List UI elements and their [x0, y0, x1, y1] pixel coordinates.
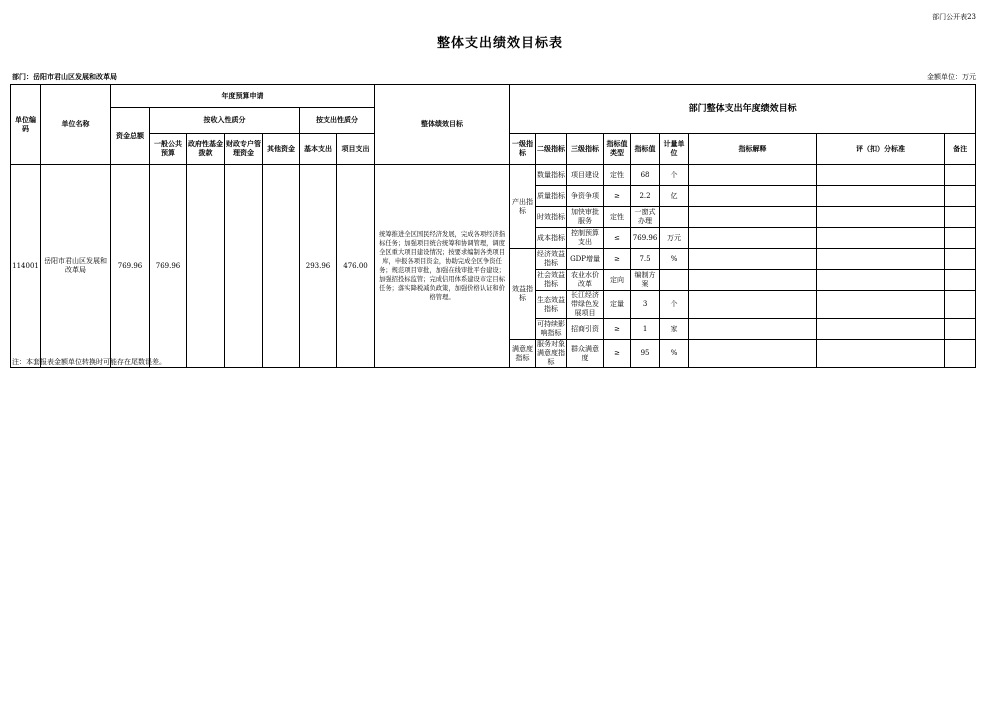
- level2-indicator-cell: 数量指标: [536, 165, 567, 186]
- measure-unit-cell: 亿: [660, 186, 689, 207]
- level3-indicator-cell: 农业水价改革: [567, 270, 604, 291]
- value-type-cell: 定性: [604, 207, 631, 228]
- value-type-cell: 定量: [604, 291, 631, 319]
- indicator-value-cell: 一窗式办理: [631, 207, 660, 228]
- remark-cell: [945, 249, 976, 270]
- unit-code-cell: 114001: [11, 165, 41, 368]
- explanation-cell: [689, 270, 817, 291]
- level3-indicator-cell: 招商引资: [567, 319, 604, 340]
- unit-name-cell: 岳阳市君山区发展和改革局: [41, 165, 111, 368]
- indicator-value-cell: 2.2: [631, 186, 660, 207]
- level3-indicator-cell: 争资争项: [567, 186, 604, 207]
- level2-indicator-cell: 成本指标: [536, 228, 567, 249]
- performance-target-table: [10, 84, 976, 368]
- scoring-cell: [817, 186, 945, 207]
- indicator-value-cell: 1: [631, 319, 660, 340]
- scoring-cell: [817, 228, 945, 249]
- indicator-value-cell: 3: [631, 291, 660, 319]
- value-type-cell: ≤: [604, 228, 631, 249]
- scoring-cell: [817, 319, 945, 340]
- indicator-value-cell: 7.5: [631, 249, 660, 270]
- gov-fund-cell: [187, 165, 225, 368]
- remark-cell: [945, 165, 976, 186]
- remark-cell: [945, 228, 976, 249]
- indicator-value-cell: 编制方案: [631, 270, 660, 291]
- measure-unit-cell: 个: [660, 291, 689, 319]
- header-level3: 三级指标: [567, 134, 604, 165]
- header-value-type: 指标值类型: [604, 134, 631, 165]
- scoring-cell: [817, 340, 945, 368]
- level2-indicator-cell: 经济效益指标: [536, 249, 567, 270]
- indicator-value-cell: 68: [631, 165, 660, 186]
- level3-indicator-cell: 项目建设: [567, 165, 604, 186]
- header-level1: 一级指标: [510, 134, 536, 165]
- level2-indicator-cell: 社会效益指标: [536, 270, 567, 291]
- level3-indicator-cell: 长江经济带绿色发展项目: [567, 291, 604, 319]
- explanation-cell: [689, 228, 817, 249]
- level2-indicator-cell: 质量指标: [536, 186, 567, 207]
- table-number-label: 部门公开表23: [932, 13, 976, 21]
- value-type-cell: ≥: [604, 340, 631, 368]
- department-label: 部门：岳阳市君山区发展和改革局: [12, 72, 117, 81]
- explanation-cell: [689, 186, 817, 207]
- level1-indicator-cell: 效益指标: [510, 249, 536, 340]
- explanation-cell: [689, 291, 817, 319]
- scoring-cell: [817, 270, 945, 291]
- scoring-cell: [817, 165, 945, 186]
- measure-unit-cell: %: [660, 340, 689, 368]
- value-type-cell: ≥: [604, 319, 631, 340]
- scoring-cell: [817, 249, 945, 270]
- header-remark: 备注: [945, 134, 976, 165]
- indicator-value-cell: 95: [631, 340, 660, 368]
- level1-indicator-cell: 产出指标: [510, 165, 536, 249]
- measure-unit-cell: 个: [660, 165, 689, 186]
- measure-unit-cell: %: [660, 249, 689, 270]
- value-type-cell: ≥: [604, 186, 631, 207]
- header-basic-expense: 基本支出: [300, 134, 337, 165]
- page-title: 整体支出绩效目标表: [436, 36, 563, 51]
- level2-indicator-cell: 生态效益指标: [536, 291, 567, 319]
- other-fund-cell: [263, 165, 300, 368]
- header-unit-code: 单位编码: [11, 85, 41, 165]
- header-unit-name: 单位名称: [41, 85, 111, 165]
- level3-indicator-cell: 加快审批服务: [567, 207, 604, 228]
- value-type-cell: 定性: [604, 165, 631, 186]
- level1-indicator-cell: 满意度指标: [510, 340, 536, 368]
- remark-cell: [945, 340, 976, 368]
- header-overall-goal: 整体绩效目标: [375, 85, 510, 165]
- header-level2: 二级指标: [536, 134, 567, 165]
- header-unit: 计量单位: [660, 134, 689, 165]
- level3-indicator-cell: GDP增量: [567, 249, 604, 270]
- indicator-value-cell: 769.96: [631, 228, 660, 249]
- header-explanation: 指标解释: [689, 134, 817, 165]
- explanation-cell: [689, 340, 817, 368]
- header-general-budget: 一般公共预算: [150, 134, 187, 165]
- remark-cell: [945, 270, 976, 291]
- header-by-income: 按收入性质分: [150, 108, 300, 134]
- total-funds-cell: 769.96: [111, 165, 150, 368]
- remark-cell: [945, 291, 976, 319]
- overall-goal-cell: 统筹推进全区国民经济发展，完成各项经济指标任务；加强项目统合统筹和协调管理，调度全区重大项目建设情况；按要求编制各类项目库，申报各项目资金，协助完成全区争资任务；规范项目审批，加强在线审批平台建设；加强招投标监管；完成信用体系建设市定目标任务；落实降税减负政策，加强价格认证和价格管理。: [375, 165, 510, 368]
- value-type-cell: ≥: [604, 249, 631, 270]
- header-by-expense: 按支出性质分: [300, 108, 375, 134]
- special-fund-cell: [225, 165, 263, 368]
- measure-unit-cell: [660, 207, 689, 228]
- measure-unit-cell: [660, 270, 689, 291]
- explanation-cell: [689, 249, 817, 270]
- project-expense-cell: 476.00: [337, 165, 375, 368]
- value-type-cell: 定向: [604, 270, 631, 291]
- remark-cell: [945, 207, 976, 228]
- scoring-cell: [817, 291, 945, 319]
- remark-cell: [945, 319, 976, 340]
- scoring-cell: [817, 207, 945, 228]
- measure-unit-cell: 家: [660, 319, 689, 340]
- explanation-cell: [689, 207, 817, 228]
- header-scoring: 评（扣）分标准: [817, 134, 945, 165]
- explanation-cell: [689, 165, 817, 186]
- remark-cell: [945, 186, 976, 207]
- level3-indicator-cell: 控制预算支出: [567, 228, 604, 249]
- header-dept-target: 部门整体支出年度绩效目标: [510, 85, 976, 134]
- level2-indicator-cell: 时效指标: [536, 207, 567, 228]
- amount-unit-label: 金额单位：万元: [927, 73, 976, 81]
- header-total-funds: 资金总额: [111, 108, 150, 165]
- level2-indicator-cell: 服务对象满意度指标: [537, 340, 566, 366]
- measure-unit-cell: 万元: [660, 228, 689, 249]
- header-annual-budget: 年度预算申请: [111, 85, 375, 108]
- basic-expense-cell: 293.96: [300, 165, 337, 368]
- level3-indicator-cell: 群众满意度: [567, 340, 604, 368]
- header-gov-fund: 政府性基金拨款: [187, 134, 225, 165]
- header-other-fund: 其他资金: [263, 134, 300, 165]
- table-row: [11, 165, 976, 186]
- explanation-cell: [689, 319, 817, 340]
- level2-indicator-cell: 可持续影响指标: [536, 319, 567, 340]
- header-special-fund: 财政专户管理资金: [225, 134, 263, 165]
- footnote: 注：本套报表金额单位转换时可能存在尾数误差。: [12, 358, 166, 366]
- general-budget-cell: 769.96: [150, 165, 187, 368]
- header-value: 指标值: [631, 134, 660, 165]
- header-project-expense: 项目支出: [337, 134, 375, 165]
